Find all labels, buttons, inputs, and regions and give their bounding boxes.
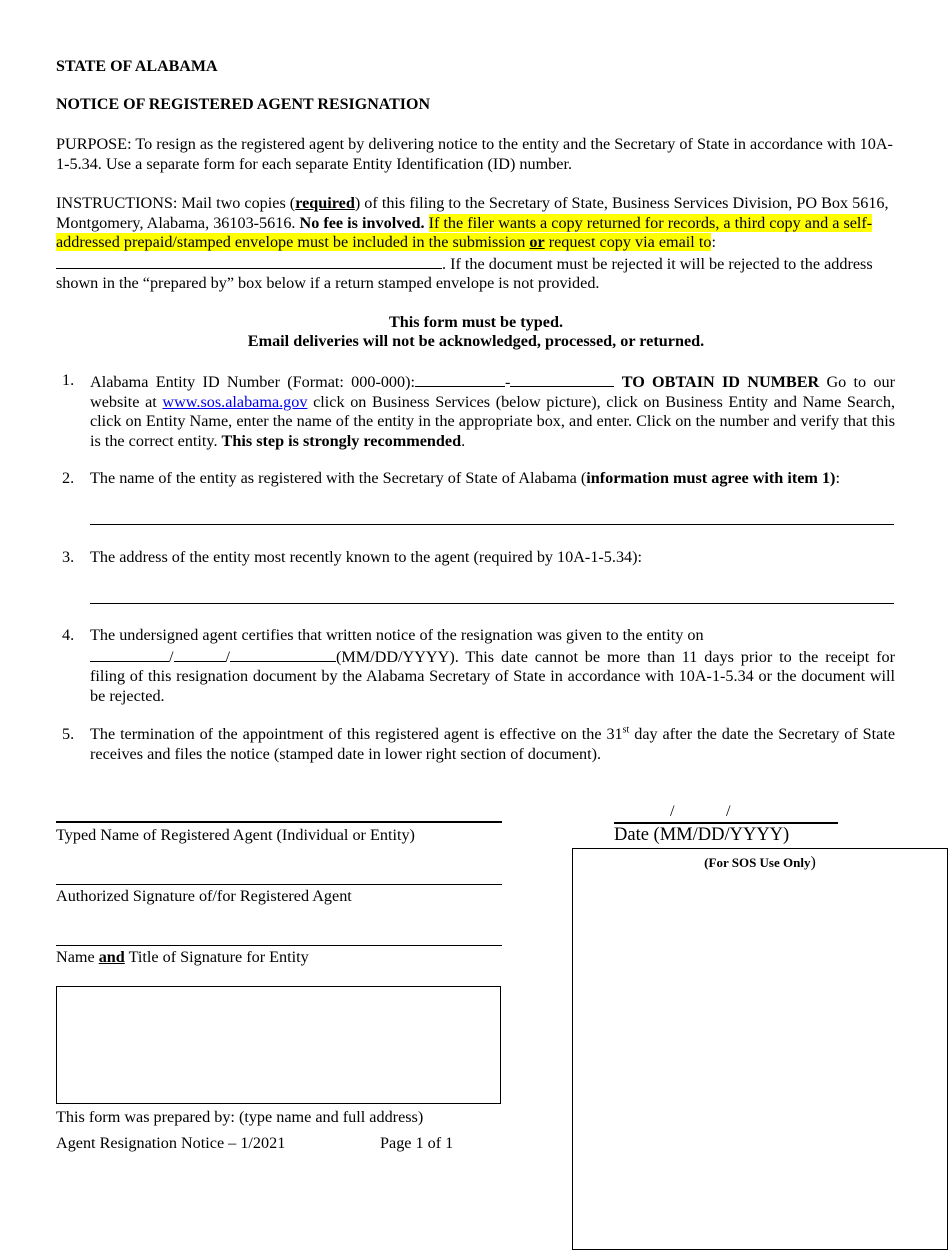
or-emphasis: or	[529, 233, 545, 252]
typed-notice: This form must be typed.	[388, 313, 564, 331]
form-identifier: Agent Resignation Notice – 1/2021	[56, 1134, 286, 1152]
entity-id-part2-field[interactable]	[510, 371, 614, 387]
notice-month-field[interactable]	[90, 646, 169, 662]
prepared-by-box[interactable]	[56, 986, 501, 1104]
sos-website-link[interactable]: www.sos.alabama.gov	[162, 392, 308, 411]
email-notice: Email deliveries will not be acknowledged, processed, or returned.	[247, 332, 705, 350]
name-title-label: Name and Title of Signature for Entity	[56, 948, 309, 966]
typed-name-line[interactable]	[56, 821, 502, 823]
sos-use-box	[572, 848, 948, 1250]
authorized-signature-line[interactable]	[56, 884, 502, 885]
purpose-paragraph: PURPOSE: To resign as the registered agent by delivering notice to the entity and the Secretary of State in accordance with 10A-1-5.34. Use a separate form for each separate Entity Identification (ID) number.	[56, 135, 893, 173]
no-fee-notice: No fee is involved.	[299, 213, 425, 232]
typed-name-label: Typed Name of Registered Agent (Individual or Entity)	[56, 826, 415, 844]
page-title: NOTICE OF REGISTERED AGENT RESIGNATION	[56, 96, 431, 113]
signature-date-field[interactable]: / /	[614, 802, 838, 824]
instructions-lead: INSTRUCTIONS: Mail two copies (	[56, 194, 296, 212]
email-copy-highlight: request copy via email to	[544, 233, 712, 252]
instructions-address: ) of this filing to the Secretary of State, Business Services Division, PO Box 5616, Montgomery, Alabama, 36103-5616.	[56, 194, 889, 232]
date-label: Date (MM/DD/YYYY)	[614, 825, 790, 845]
required-emphasis: required	[295, 194, 355, 212]
recommended-step: This step is strongly recommended	[221, 431, 462, 450]
entity-id-part1-field[interactable]	[415, 371, 505, 387]
item-1-number: 1.	[62, 371, 75, 389]
authorized-signature-label: Authorized Signature of/for Registered Agent	[56, 887, 352, 905]
sos-use-label: (For SOS Use Only)	[704, 854, 816, 871]
copy-return-highlight: If the filer wants a copy returned for records, a third copy and a self-addressed prepaid/stamped envelope must be included in the submission	[56, 213, 873, 252]
obtain-id-heading: TO OBTAIN ID NUMBER	[621, 373, 820, 391]
entity-address-field[interactable]	[90, 603, 894, 604]
notice-day-field[interactable]	[174, 646, 226, 662]
notice-year-field[interactable]	[230, 646, 336, 662]
page-number: Page 1 of 1	[380, 1134, 454, 1152]
state-heading: STATE OF ALABAMA	[56, 58, 218, 75]
entity-name-field[interactable]	[90, 524, 894, 525]
email-address-field[interactable]	[56, 253, 442, 269]
instructions-paragraph: INSTRUCTIONS: Mail two copies (required) of this filing to the Secretary of State, Business Services Division, PO Box 5616, Montgomery, Alabama, 36103-5616. No fee is involved. If the filer wants a copy returned for records, a third copy and a self-addressed prepaid/stamped envelope must be included in the submission or request copy via email to: . If the document must be rejected it will be rejected to the address shown in the “prepared by” box below if a return stamped envelope is not provided.	[56, 194, 889, 293]
prepared-by-label: This form was prepared by: (type name and full address)	[56, 1108, 424, 1126]
rejection-notice: . If the document must be rejected it will be rejected to the address shown in the “prepared by” box below if a return stamped envelope is not provided.	[56, 254, 873, 293]
item-1-text: Alabama Entity ID Number (Format: 000-000): - TO OBTAIN ID NUMBER Go to our website at www.sos.alabama.gov click on Business Services (below picture), click on Business Entity and Name Search, click on Entity Name, enter the name of the entity in the appropriate box, and enter. Click on the number and verify that this is the correct entity. This step is strongly recommended.	[90, 373, 896, 450]
name-title-line[interactable]	[56, 945, 502, 946]
